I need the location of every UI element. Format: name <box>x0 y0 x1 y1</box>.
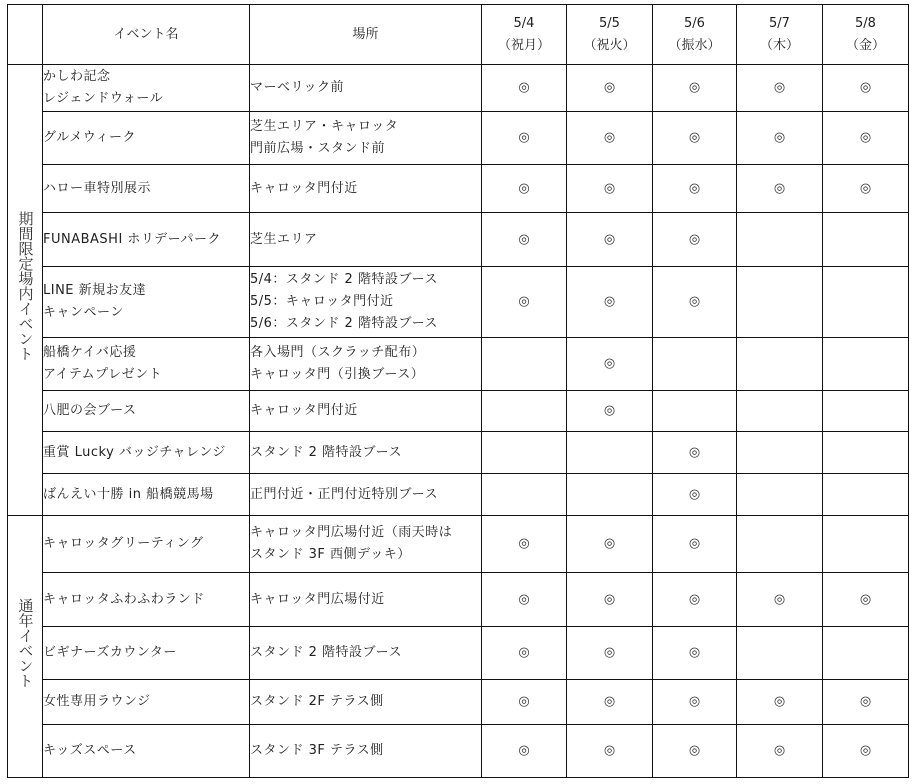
table-row <box>8 65 909 112</box>
event-schedule-table <box>7 4 909 778</box>
availability-mark-icon: ◎ <box>482 112 567 165</box>
place-cell <box>250 474 482 516</box>
date-header-0 <box>482 5 567 65</box>
table-row <box>8 112 909 165</box>
availability-mark-icon: ◎ <box>482 213 567 267</box>
place-cell <box>250 432 482 474</box>
event-name-line: かしわ記念 <box>43 69 111 84</box>
availability-mark-icon: ◎ <box>653 573 737 627</box>
availability-mark-icon <box>823 474 909 516</box>
event-name-line: FUNABASHI ホリデーパーク <box>43 231 222 247</box>
place-line: キャロッタ門広場付近 <box>250 591 385 607</box>
place-cell <box>250 680 482 725</box>
date-header-2 <box>653 5 737 65</box>
availability-mark-icon: ◎ <box>567 112 653 165</box>
availability-mark-icon <box>737 338 823 391</box>
table-row <box>8 680 909 725</box>
availability-mark-icon <box>482 474 567 516</box>
place-cell <box>250 516 482 573</box>
availability-mark-icon: ◎ <box>823 112 909 165</box>
availability-mark-icon: ◎ <box>823 65 909 112</box>
date-label: 5/5 <box>599 15 620 31</box>
availability-mark-icon: ◎ <box>653 474 737 516</box>
place-cell <box>250 391 482 432</box>
place-cell <box>250 725 482 778</box>
availability-mark-icon: ◎ <box>567 573 653 627</box>
availability-mark-icon: ◎ <box>482 516 567 573</box>
place-header: 場所 <box>250 5 482 65</box>
place-cell <box>250 65 482 112</box>
availability-mark-icon <box>567 474 653 516</box>
place-line: スタンド 2 階特設ブース <box>250 645 402 660</box>
availability-mark-icon: ◎ <box>482 65 567 112</box>
availability-mark-icon: ◎ <box>653 112 737 165</box>
day-label: （祝火） <box>583 37 636 53</box>
event-name-cell <box>43 474 250 516</box>
availability-mark-icon <box>737 432 823 474</box>
place-line: キャロッタ門付近 <box>250 180 358 196</box>
availability-mark-icon: ◎ <box>653 680 737 725</box>
availability-mark-icon <box>737 391 823 432</box>
availability-mark-icon: ◎ <box>737 573 823 627</box>
table-row <box>8 725 909 778</box>
availability-mark-icon <box>823 267 909 338</box>
place-line: キャロッタ門（引換ブース） <box>250 367 425 382</box>
event-name-line: アイテムプレゼント <box>43 367 163 382</box>
header-row <box>8 5 909 65</box>
availability-mark-icon: ◎ <box>653 165 737 213</box>
place-line: 5/5：キャロッタ門付近 <box>250 294 394 309</box>
event-name-line: 八肥の会ブース <box>43 403 137 418</box>
event-name-cell <box>43 165 250 213</box>
availability-mark-icon: ◎ <box>567 680 653 725</box>
day-label: （木） <box>759 37 799 53</box>
event-name-line: 船橋ケイバ応援 <box>43 345 137 360</box>
availability-mark-icon: ◎ <box>737 165 823 213</box>
place-cell <box>250 267 482 338</box>
event-name-cell <box>43 65 250 112</box>
table-row <box>8 391 909 432</box>
availability-mark-icon: ◎ <box>567 65 653 112</box>
event-name-line: 女性専用ラウンジ <box>43 694 151 709</box>
table-row <box>8 338 909 391</box>
availability-mark-icon: ◎ <box>482 627 567 680</box>
category-label: 期間限定場内イベント <box>16 211 35 361</box>
day-label: （金） <box>845 37 885 53</box>
event-name-cell <box>43 725 250 778</box>
event-name-cell <box>43 516 250 573</box>
place-line: スタンド 3F テラス側 <box>250 743 384 758</box>
availability-mark-icon: ◎ <box>653 267 737 338</box>
availability-mark-icon <box>737 213 823 267</box>
event-name-line: LINE 新規お友達 <box>43 283 147 298</box>
availability-mark-icon: ◎ <box>823 725 909 778</box>
date-header-3 <box>737 5 823 65</box>
availability-mark-icon: ◎ <box>567 213 653 267</box>
availability-mark-icon: ◎ <box>737 725 823 778</box>
event-name-cell <box>43 213 250 267</box>
event-name-cell <box>43 112 250 165</box>
place-line: 5/4：スタンド 2 階特設ブース <box>250 272 438 287</box>
availability-mark-icon: ◎ <box>567 165 653 213</box>
event-name-cell <box>43 338 250 391</box>
availability-mark-icon: ◎ <box>653 516 737 573</box>
event-name-line: キッズスペース <box>43 743 137 758</box>
place-line: 門前広場・スタンド前 <box>250 141 386 156</box>
day-label: （振水） <box>668 37 721 53</box>
place-line: スタンド 3F 西側デッキ） <box>250 547 411 562</box>
place-line: スタンド 2 階特設ブース <box>250 444 402 460</box>
place-cell <box>250 573 482 627</box>
availability-mark-icon: ◎ <box>567 338 653 391</box>
availability-mark-icon: ◎ <box>567 725 653 778</box>
availability-mark-icon: ◎ <box>737 65 823 112</box>
event-name-cell <box>43 573 250 627</box>
availability-mark-icon: ◎ <box>482 267 567 338</box>
availability-mark-icon <box>653 338 737 391</box>
place-line: 5/6：スタンド 2 階特設ブース <box>250 316 438 331</box>
availability-mark-icon <box>823 627 909 680</box>
availability-mark-icon: ◎ <box>653 627 737 680</box>
availability-mark-icon <box>737 267 823 338</box>
category-cell <box>8 65 43 516</box>
availability-mark-icon: ◎ <box>482 573 567 627</box>
event-name-cell <box>43 267 250 338</box>
availability-mark-icon: ◎ <box>737 112 823 165</box>
date-header-1 <box>567 5 653 65</box>
availability-mark-icon: ◎ <box>823 573 909 627</box>
availability-mark-icon: ◎ <box>567 267 653 338</box>
table-row <box>8 432 909 474</box>
place-cell <box>250 165 482 213</box>
availability-mark-icon: ◎ <box>823 165 909 213</box>
event-name-line: レジェンドウォール <box>43 91 164 106</box>
availability-mark-icon <box>482 338 567 391</box>
availability-mark-icon <box>823 516 909 573</box>
event-name-cell <box>43 680 250 725</box>
availability-mark-icon <box>482 391 567 432</box>
availability-mark-icon <box>737 516 823 573</box>
table-row <box>8 573 909 627</box>
place-line: 各入場門（スクラッチ配布） <box>250 345 426 360</box>
availability-mark-icon <box>823 338 909 391</box>
availability-mark-icon: ◎ <box>567 627 653 680</box>
availability-mark-icon <box>737 474 823 516</box>
event-name-line: キャロッタふわふわランド <box>43 591 205 607</box>
date-label: 5/6 <box>684 15 705 31</box>
availability-mark-icon: ◎ <box>482 725 567 778</box>
place-line: スタンド 2F テラス側 <box>250 694 384 709</box>
availability-mark-icon: ◎ <box>653 432 737 474</box>
place-cell <box>250 213 482 267</box>
table-row <box>8 165 909 213</box>
table-body <box>8 65 909 778</box>
availability-mark-icon <box>653 391 737 432</box>
availability-mark-icon <box>823 432 909 474</box>
date-label: 5/4 <box>513 15 535 31</box>
availability-mark-icon: ◎ <box>823 680 909 725</box>
event-name-line: 重賞 Lucky バッジチャレンジ <box>43 444 226 460</box>
date-label: 5/8 <box>855 15 876 31</box>
availability-mark-icon: ◎ <box>653 65 737 112</box>
availability-mark-icon <box>823 213 909 267</box>
place-cell <box>250 627 482 680</box>
event-name-line: ばんえい十勝 in 船橋競馬場 <box>43 486 214 502</box>
category-header <box>8 5 43 65</box>
event-name-cell <box>43 432 250 474</box>
event-name-cell <box>43 627 250 680</box>
place-cell <box>250 338 482 391</box>
availability-mark-icon: ◎ <box>482 680 567 725</box>
event-name-line: ビギナーズカウンター <box>43 645 177 660</box>
availability-mark-icon: ◎ <box>653 213 737 267</box>
place-line: 芝生エリア・キャロッタ <box>250 119 399 134</box>
event-name-line: ハロー車特別展示 <box>43 180 152 196</box>
event-name-line: キャロッタグリーティング <box>43 536 204 551</box>
availability-mark-icon: ◎ <box>482 165 567 213</box>
event-name-line: キャンペーン <box>43 305 124 320</box>
place-line: キャロッタ門付近 <box>250 403 358 418</box>
date-label: 5/7 <box>769 15 790 31</box>
availability-mark-icon: ◎ <box>737 680 823 725</box>
place-line: キャロッタ門広場付近（雨天時は <box>250 525 453 540</box>
category-cell <box>8 516 43 778</box>
availability-mark-icon <box>737 627 823 680</box>
place-cell <box>250 112 482 165</box>
availability-mark-icon: ◎ <box>567 391 653 432</box>
event-name-line: グルメウィーク <box>43 130 136 145</box>
event-name-header: イベント名 <box>43 5 250 65</box>
table-row <box>8 213 909 267</box>
availability-mark-icon <box>482 432 567 474</box>
place-line: 正門付近・正門付近特別ブース <box>250 486 438 502</box>
availability-mark-icon <box>567 432 653 474</box>
event-name-cell <box>43 391 250 432</box>
place-line: 芝生エリア <box>250 231 318 247</box>
availability-mark-icon <box>823 391 909 432</box>
date-header-4 <box>823 5 909 65</box>
table-row <box>8 474 909 516</box>
table-row <box>8 267 909 338</box>
table-row <box>8 516 909 573</box>
place-line: マーベリック前 <box>250 80 344 95</box>
availability-mark-icon: ◎ <box>567 516 653 573</box>
table-row <box>8 627 909 680</box>
category-label: 通年イベント <box>16 597 35 688</box>
availability-mark-icon: ◎ <box>653 725 737 778</box>
day-label: （祝月） <box>497 37 550 53</box>
